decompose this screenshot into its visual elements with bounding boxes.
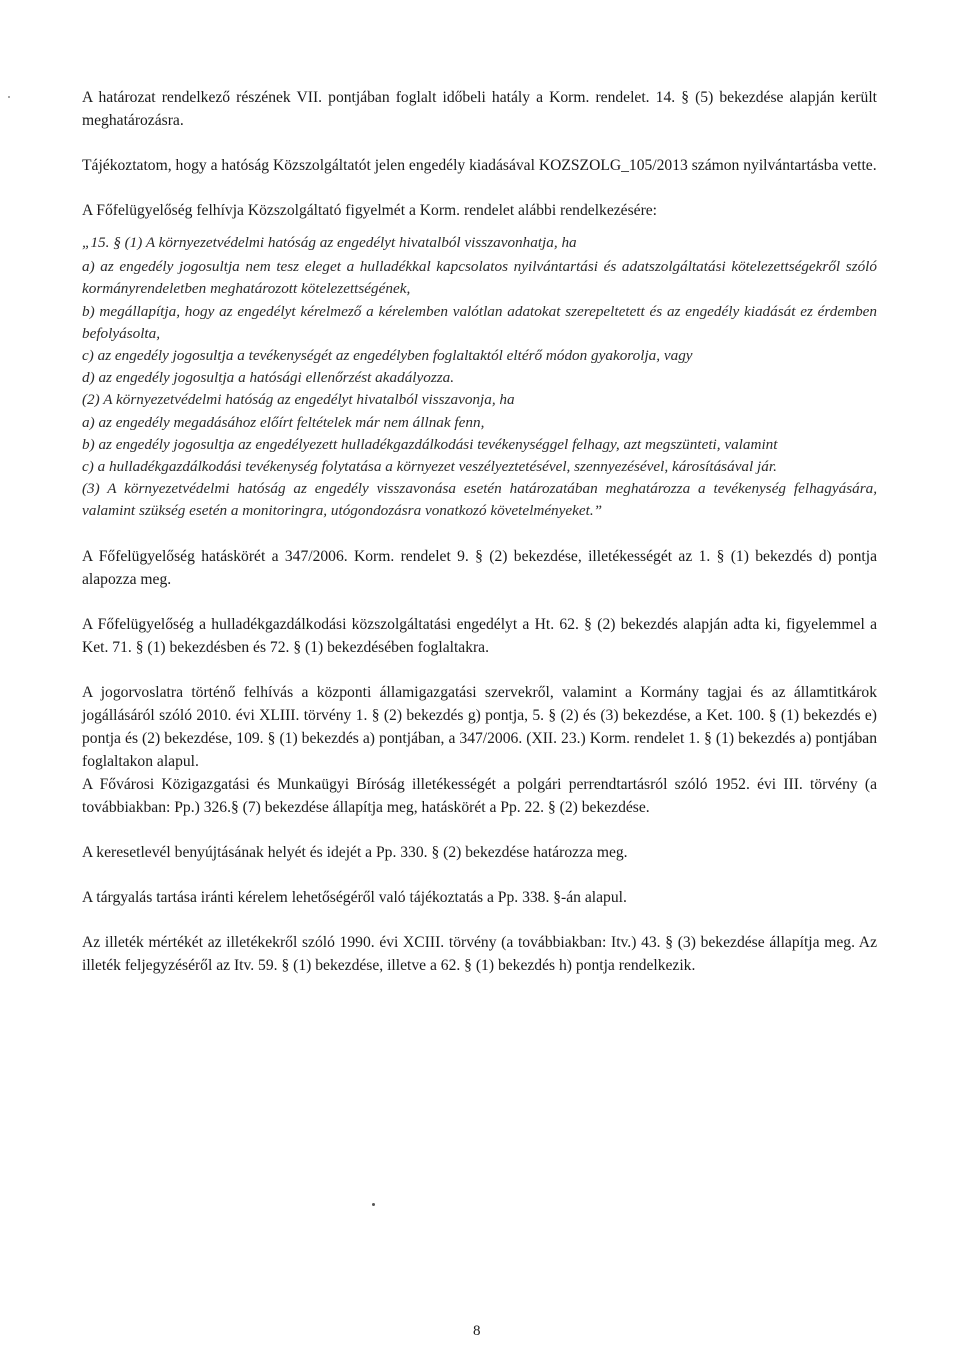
quote-line: (2) A környezetvédelmi hatóság az engedélyt hivatalból visszavonja, ha [82,391,515,409]
paragraph-licence-basis: A Főfelügyelőség a hulladékgazdálkodási közszolgáltatási engedélyt a Ht. 62. § (2) bekezdés alapján adta ki, figyelemmel a Ket. 71. § (1) bekezdésben és 72. § (1) bekezdésében foglaltakra. [82,615,877,656]
paragraph-claim-submission: A keresetlevél benyújtásának helyét és idejét a Pp. 330. § (2) bekezdése határozza meg. [82,843,628,861]
quote-line: b) az engedély jogosultja az engedélyezett hulladékgazdálkodási tevékenységgel felhagy, azt megszünteti, valamint [82,435,778,453]
scan-speck [372,1203,375,1206]
quote-line: „15. § (1) A környezetvédelmi hatóság az engedélyt hivatalból visszavonhatja, ha [82,234,577,251]
paragraph-competence: A Főfelügyelőség hatáskörét a 347/2006. Korm. rendelet 9. § (2) bekezdése, illetékességét az 1. § (1) bekezdés d) pontja alapozza meg. [82,547,877,588]
paragraph-hearing-request: A tárgyalás tartása iránti kérelem lehetőségéről való tájékoztatás a Pp. 338. §-án alapul. [82,888,627,906]
paragraph-attention-call: A Főfelügyelőség felhívja Közszolgáltató figyelmét a Korm. rendelet alábbi rendelkezésére: [82,202,658,219]
quote-line: d) az engedély jogosultja a hatósági ellenőrzést akadályozza. [82,369,455,387]
paragraph-legal-remedy: A jogorvoslatra történő felhívás a központi államigazgatási szervekről, valamint a Kormány tagjai és az államtitkárok jogállásáról szóló 2010. évi XLIII. törvény 1. § (2) bekezdés g) pontja, 5. § (2) és (3) bekezdése, a Ket. 100. § (1) bekezdés e) pontja és (2) bekezdése, 109. § (1) bekezdés a) pontjában, a 347/2006. (XII. 23.) Korm. rendelet 1. § (1) bekezdés a) pontjában foglaltakon alapul. [82,683,877,770]
paragraph-temporal-effect: A határozat rendelkező részének VII. pontjában foglalt időbeli hatály a Korm. rendelet. 14. § (5) bekezdése alapján került meghatározásra. [82,89,877,129]
paragraph-registration-notice: Tájékoztatom, hogy a hatóság Közszolgáltatót jelen engedély kiadásával KOZSZOLG_105/2013 számon nyilvántartásba vette. [82,157,877,174]
paragraph-court-jurisdiction: A Fővárosi Közigazgatási és Munkaügyi Bíróság illetékességét a polgári perrendtartásról szóló 1952. évi III. törvény (a továbbiakban: Pp.) 326.§ (7) bekezdése állapítja meg, hatáskörét a Pp. 22. § (2) bekezdése. [82,775,877,816]
quote-line: b) megállapítja, hogy az engedélyt kérelmező a kérelemben valótlan adatokat szerepeltetett és az engedély kiadását ez érdemben befolyásolta, [82,302,877,342]
quoted-regulation [82,232,877,523]
quote-line: a) az engedély megadásához előírt feltételek már nem állnak fenn, [82,413,485,431]
quote-line: a) az engedély jogosultja nem tesz eleget a hulladékkal kapcsolatos nyilvántartási és adatszolgáltatási kötelezettségekről szóló kormányrendeletben meghatározott kötelezettségének, [82,258,877,298]
page-number: 8 [473,1323,481,1339]
quote-line: c) a hulladékgazdálkodási tevékenység folytatása a környezet veszélyeztetésével, szennyezésével, károsításával jár. [82,458,777,476]
quote-line: (3) A környezetvédelmi hatóság az engedély visszavonása esetén határozatában meghatározza a tevékenység felhagyására, valamint szükség esetén a monitoringra, utógondozásra vonatkozó követelményeket.” [82,480,877,520]
quote-line: c) az engedély jogosultja a tevékenységét az engedélyben foglaltaktól eltérő módon gyakorolja, vagy [82,347,693,365]
scan-speck [8,96,10,98]
document-page [82,86,877,999]
paragraph-fee: Az illeték mértékét az illetékekről szóló 1990. évi XCIII. törvény (a továbbiakban: Itv.) 43. § (3) bekezdése állapítja meg. Az illeték feljegyzéséről az Itv. 59. § (1) bekezdése, illetve a 62. § (1) bekezdés h) pontja rendelkezik. [82,933,877,974]
